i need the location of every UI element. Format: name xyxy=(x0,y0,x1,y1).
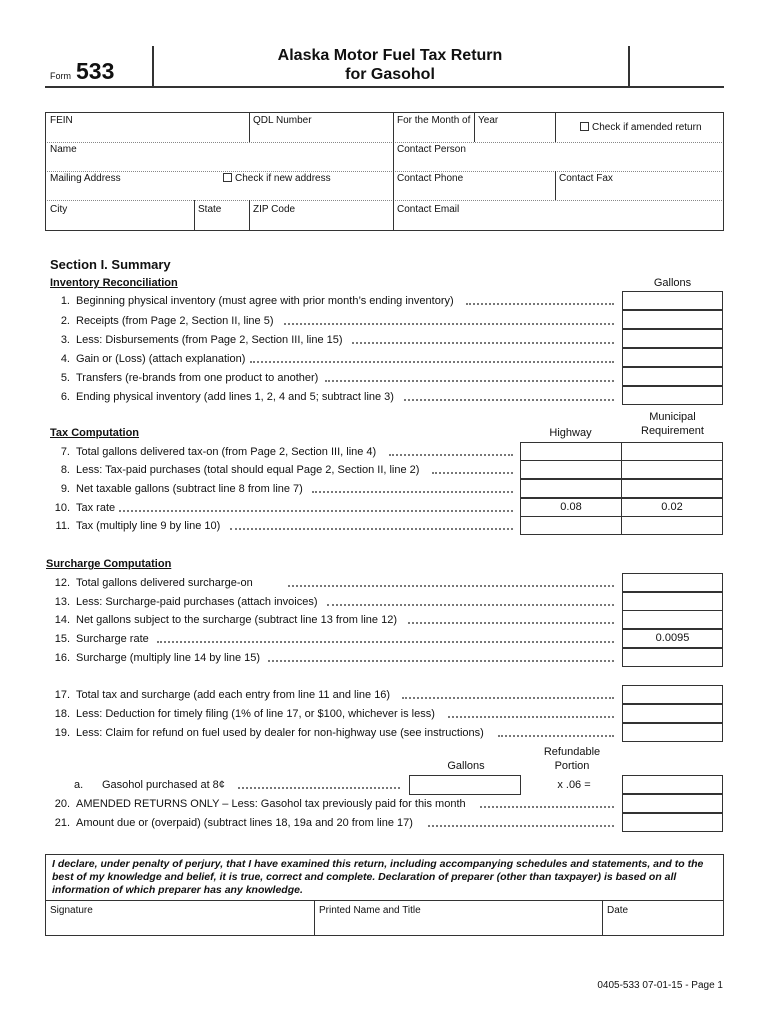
line-5-gallons[interactable] xyxy=(622,367,723,386)
line-7: 7. Total gallons delivered tax-on (from Page 2, Section III, line 4) xyxy=(60,446,377,458)
line-15-rate: 0.0095 xyxy=(622,629,723,648)
line-18: 18. Less: Deduction for timely filing (1% of line 17, or $100, whichever is less) xyxy=(54,708,435,720)
line-4-gallons[interactable] xyxy=(622,348,723,367)
line-19a-multiplier: x .06 = xyxy=(557,779,591,791)
line-7-highway[interactable] xyxy=(520,442,622,461)
header-divider-right xyxy=(628,46,630,86)
line-11-municipal[interactable] xyxy=(621,516,723,535)
highway-heading: Highway xyxy=(549,427,592,439)
line-19a-letter: a. xyxy=(74,779,84,791)
line-6-gallons[interactable] xyxy=(622,386,723,405)
line-16-value[interactable] xyxy=(622,648,723,667)
new-address-label: Check if new address xyxy=(235,173,331,184)
header-rule xyxy=(45,86,724,88)
form-title: Alaska Motor Fuel Tax Return xyxy=(277,47,503,64)
surcharge-heading: Surcharge Computation xyxy=(46,558,172,570)
printed-name-field[interactable]: Printed Name and Title xyxy=(319,905,421,916)
line-20-value[interactable] xyxy=(622,794,723,813)
line-11-highway[interactable] xyxy=(520,516,622,535)
month-field[interactable]: For the Month of xyxy=(397,115,471,126)
line-9-municipal[interactable] xyxy=(621,479,723,498)
line-4: 4. Gain or (Loss) (attach explanation) xyxy=(60,353,246,365)
line-19a-label: Gasohol purchased at 8¢ xyxy=(102,779,225,791)
line-21-value[interactable] xyxy=(622,813,723,832)
line-14-value[interactable] xyxy=(622,610,723,629)
line-5: 5. Transfers (re-brands from one product to another) xyxy=(60,372,319,384)
declaration-text: I declare, under penalty of perjury, that I have examined this return, including accompanying schedules and statements, and to the best of my knowledge and belief, it is true, correct and complete. Declaration of preparer (other than taxpayer) is based on all information of which preparer has any knowledge. xyxy=(52,858,704,896)
line-15: 15. Surcharge rate xyxy=(54,633,149,645)
line-17: 17. Total tax and surcharge (add each entry from line 11 and line 16) xyxy=(54,689,391,701)
line-18-value[interactable] xyxy=(622,704,723,723)
line-3-gallons[interactable] xyxy=(622,329,723,348)
line-8-municipal[interactable] xyxy=(621,460,723,479)
line-10: 10. Tax rate xyxy=(54,502,116,514)
form-label: Form xyxy=(50,71,71,81)
city-field[interactable]: City xyxy=(50,204,68,215)
tax-heading: Tax Computation xyxy=(50,427,140,439)
line-19a-gallons-heading: Gallons xyxy=(447,760,485,772)
line-10-municipal-rate: 0.02 xyxy=(621,498,723,517)
new-address-checkbox[interactable] xyxy=(223,173,331,184)
line-8-highway[interactable] xyxy=(520,460,622,479)
line-7-municipal[interactable] xyxy=(621,442,723,461)
qdl-number-field[interactable]: QDL Number xyxy=(253,115,312,126)
line-9-highway[interactable] xyxy=(520,479,622,498)
requirement-heading: Requirement xyxy=(641,425,704,437)
contact-person-field[interactable]: Contact Person xyxy=(397,144,466,155)
line-1: 1. Beginning physical inventory (must agree with prior month’s ending inventory) xyxy=(60,295,454,307)
line-14: 14. Net gallons subject to the surcharge (subtract line 13 from line 12) xyxy=(54,614,397,626)
section-title: Section I. Summary xyxy=(50,257,171,272)
year-field[interactable]: Year xyxy=(478,115,499,126)
line-3: 3. Less: Disbursements (from Page 2, Section III, line 15) xyxy=(60,334,343,346)
contact-email-field[interactable]: Contact Email xyxy=(397,204,460,215)
line-16: 16. Surcharge (multiply line 14 by line 15) xyxy=(54,652,261,664)
line-12: 12. Total gallons delivered surcharge-on xyxy=(54,577,253,589)
line-6: 6. Ending physical inventory (add lines 1, 2, 4 and 5; subtract line 3) xyxy=(60,391,394,403)
portion-heading: Portion xyxy=(554,760,590,772)
gallons-heading: Gallons xyxy=(653,277,692,289)
line-12-value[interactable] xyxy=(622,573,723,592)
line-1-gallons[interactable] xyxy=(622,291,723,310)
line-19a-refund[interactable] xyxy=(622,775,723,794)
line-17-value[interactable] xyxy=(622,685,723,704)
municipal-heading: Municipal xyxy=(649,411,696,423)
state-field[interactable]: State xyxy=(198,204,222,215)
date-field[interactable]: Date xyxy=(607,905,629,916)
line-19a-gallons[interactable] xyxy=(409,775,521,795)
form-number: 533 xyxy=(76,58,115,84)
line-10-highway-rate: 0.08 xyxy=(520,498,622,517)
zip-field[interactable]: ZIP Code xyxy=(253,204,296,215)
line-13: 13. Less: Surcharge-paid purchases (attach invoices) xyxy=(54,596,318,608)
fein-field[interactable]: FEIN xyxy=(50,115,73,126)
refundable-heading: Refundable xyxy=(543,746,601,758)
amended-return-checkbox[interactable] xyxy=(580,122,702,133)
line-2-gallons[interactable] xyxy=(622,310,723,329)
line-20: 20. AMENDED RETURNS ONLY – Less: Gasohol tax previously paid for this month xyxy=(54,798,466,810)
mailing-address-field[interactable]: Mailing Address xyxy=(50,173,121,184)
line-19-value[interactable] xyxy=(622,723,723,742)
inventory-heading: Inventory Reconciliation xyxy=(50,277,178,289)
checkbox-icon[interactable] xyxy=(580,122,589,131)
contact-phone-field[interactable]: Contact Phone xyxy=(397,173,464,184)
name-field[interactable]: Name xyxy=(50,144,77,155)
signature-field[interactable]: Signature xyxy=(50,905,93,916)
line-8: 8. Less: Tax-paid purchases (total should equal Page 2, Section II, line 2) xyxy=(60,464,420,476)
line-9: 9. Net taxable gallons (subtract line 8 from line 7) xyxy=(60,483,303,495)
line-11: 11. Tax (multiply line 9 by line 10) xyxy=(55,520,221,532)
line-2: 2. Receipts (from Page 2, Section II, line 5) xyxy=(60,315,274,327)
amended-return-label: Check if amended return xyxy=(592,122,702,133)
form-subtitle: for Gasohol xyxy=(345,66,435,83)
footer-code: 0405-533 07-01-15 - Page 1 xyxy=(597,980,723,991)
line-13-value[interactable] xyxy=(622,592,723,611)
contact-fax-field[interactable]: Contact Fax xyxy=(559,173,613,184)
line-19: 19. Less: Claim for refund on fuel used by dealer for non-highway use (see instructions) xyxy=(54,727,484,739)
checkbox-icon[interactable] xyxy=(223,173,232,182)
line-21: 21. Amount due or (overpaid) (subtract lines 18, 19a and 20 from line 17) xyxy=(54,817,413,829)
